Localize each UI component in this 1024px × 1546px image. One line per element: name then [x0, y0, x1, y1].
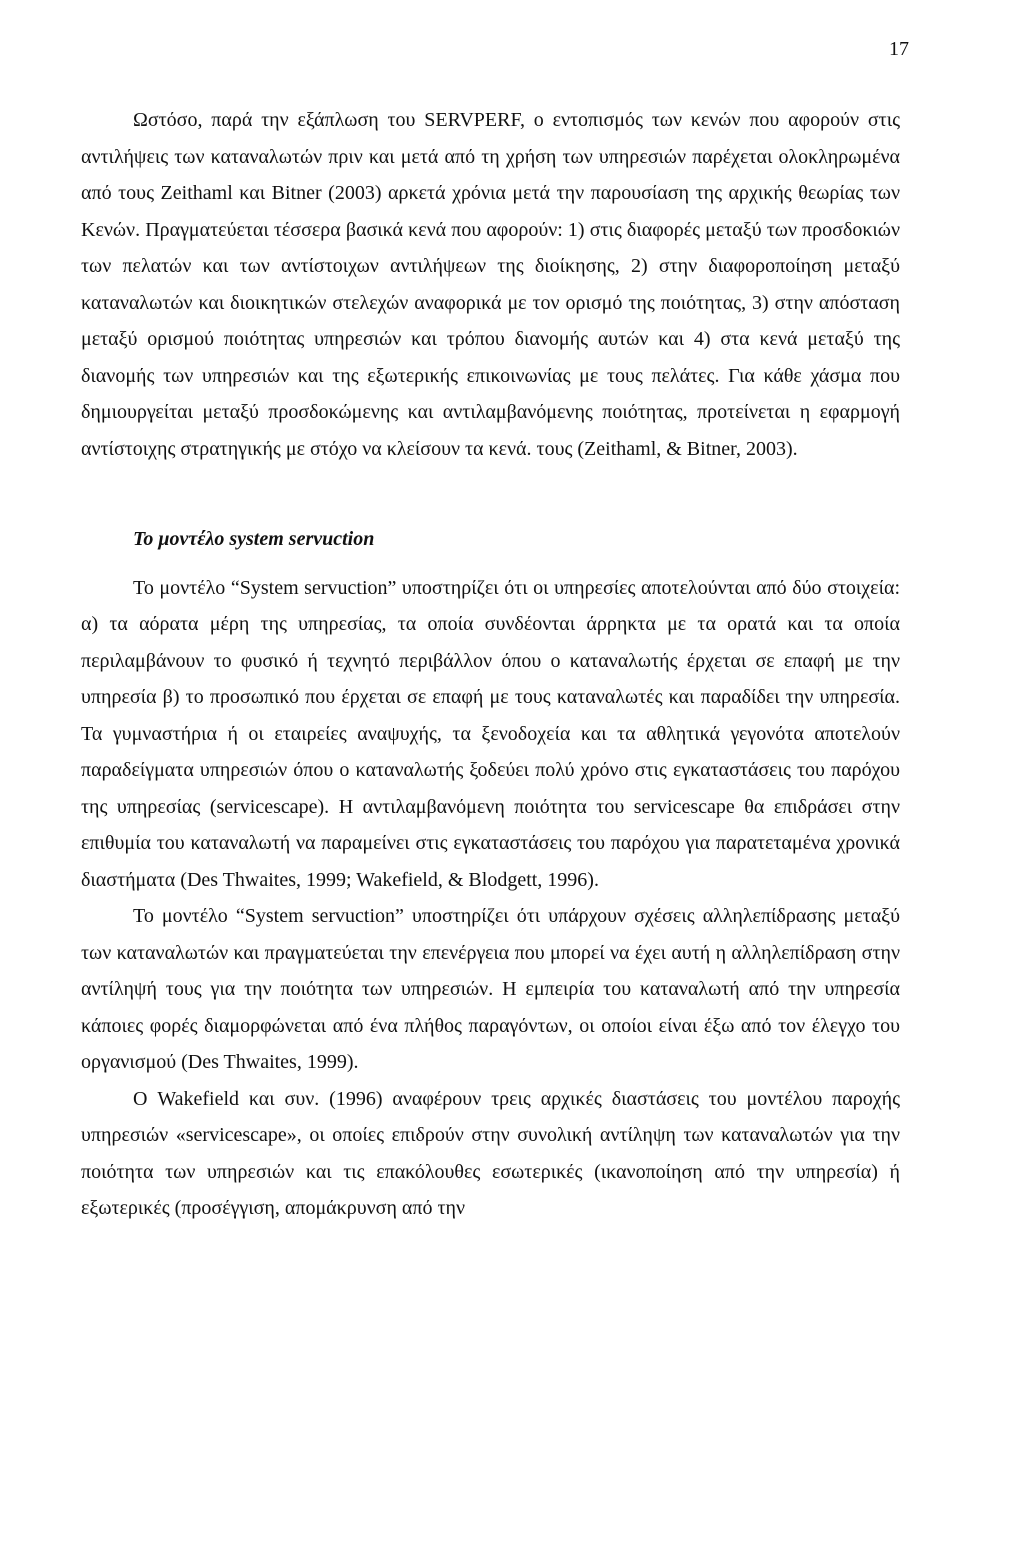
- paragraph-gaps-model: Ωστόσο, παρά την εξάπλωση του SERVPERF, ο εντοπισμός των κενών που αφορούν στις αντιλήψεις των καταναλωτών πριν και μετά από τη χρήση των υπηρεσιών παρέχεται ολοκληρωμένα από τους Zeithaml και Bitner (2003) αρκετά χρόνια μετά την παρουσίαση της αρχικής θεωρίας των Κενών. Πραγματεύεται τέσσερα βασικά κενά που αφορούν: 1) στις διαφορές μεταξύ των προσδοκιών των πελατών και των αντίστοιχων αντιλήψεων της διοίκησης, 2) στην διαφοροποίηση μεταξύ καταναλωτών και διοικητικών στελεχών αναφορικά με τον ορισμό της ποιότητας, 3) στην απόσταση μεταξύ ορισμού ποιότητας υπηρεσιών και τρόπου διανομής αυτών και 4) στα κενά μεταξύ της διανομής των υπηρεσιών και της εξωτερικής επικοινωνίας με τους πελάτες. Για κάθε χάσμα που δημιουργείται μεταξύ προσδοκώμενης και αντιλαμβανόμενης ποιότητας, προτείνεται η εφαρμογή αντίστοιχης στρατηγικής με στόχο να κλείσουν τα κενά. τους (Zeithaml, & Bitner, 2003).: [81, 109, 900, 460]
- page-number: 17: [889, 38, 909, 60]
- paragraph-wakefield: Ο Wakefield και συν. (1996) αναφέρουν τρεις αρχικές διαστάσεις του μοντέλου παροχής υπηρεσιών «servicescape», οι οποίες επιδρούν στην συνολική αντίληψη των καταναλωτών για την ποιότητα των υπηρεσιών και τις επακόλουθες εσωτερικές (ικανοποίηση από την υπηρεσία) ή εξωτερικές (προσέγγιση, απομάκρυνση από την: [81, 1087, 900, 1219]
- spacer: [81, 558, 900, 570]
- document-body: [81, 102, 900, 1227]
- spacer: [81, 467, 900, 521]
- paragraph-servuction-intro: Το μοντέλο “System servuction” υποστηρίζει ότι οι υπηρεσίες αποτελούνται από δύο στοιχεία: α) τα αόρατα μέρη της υπηρεσίας, τα οποία συνδέονται άρρηκτα με τα ορατά και τα οποία περιλαμβάνουν το φυσικό ή τεχνητό περιβάλλον όπου ο καταναλωτής έρχεται σε επαφή με την υπηρεσία β) το προσωπικό που έρχεται σε επαφή με τους καταναλωτές και παραδίδει την υπηρεσία. Τα γυμναστήρια ή οι εταιρείες αναψυχής, τα ξενοδοχεία και τα αθλητικά γεγονότα αποτελούν παραδείγματα υπηρεσιών όπου ο καταναλωτής ξοδεύει πολύ χρόνο στις εγκαταστάσεις του παρόχου της υπηρεσίας (servicescape). Η αντιλαμβανόμενη ποιότητα του servicescape θα επιδράσει στην επιθυμία του καταναλωτή να παραμείνει στις εγκαταστάσεις του παρόχου για παρατεταμένα χρονικά διαστήματα (Des Thwaites, 1999; Wakefield, & Blodgett, 1996).: [81, 576, 900, 891]
- section-heading: Το μοντέλο system servuction: [133, 528, 375, 550]
- paragraph-servuction-interaction: Το μοντέλο “System servuction” υποστηρίζει ότι υπάρχουν σχέσεις αλληλεπίδρασης μεταξύ των καταναλωτών και πραγματεύεται την επενέργεια που μπορεί να έχει αυτή η αλληλεπίδραση στην αντίληψή τους για την ποιότητα των υπηρεσιών. Η εμπειρία του καταναλωτή από την υπηρεσία κάποιες φορές διαμορφώνεται από ένα πλήθος παραγόντων, οι οποίοι είναι έξω από τον έλεγχο του οργανισμού (Des Thwaites, 1999).: [81, 905, 900, 1073]
